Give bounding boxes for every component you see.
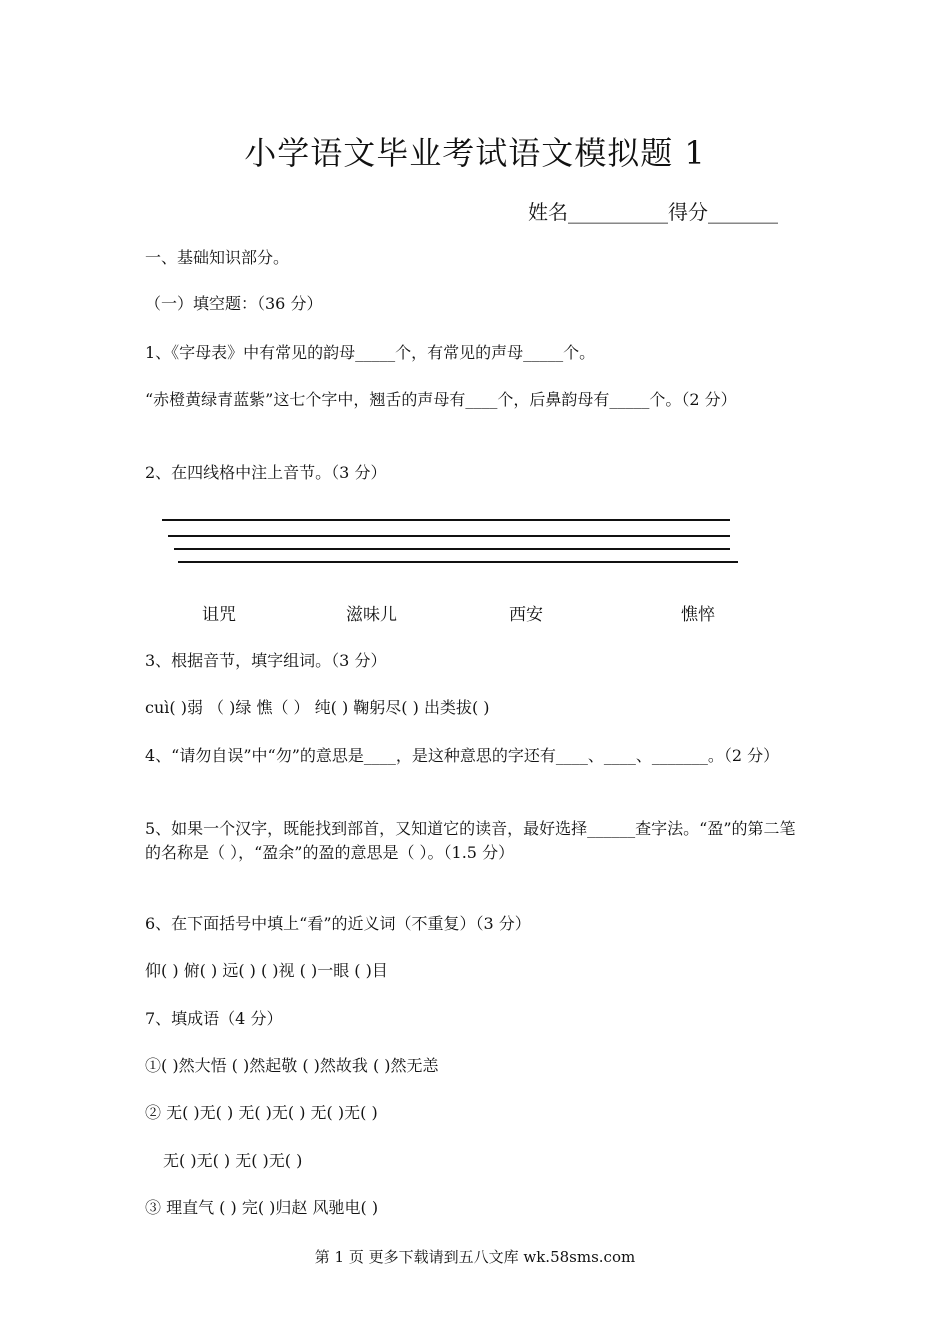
question-6-items: 仰( ) 俯( ) 远( ) ( )视 ( )一眼 ( )目 xyxy=(145,961,388,980)
page-title: 小学语文毕业考试语文模拟题 1 xyxy=(244,134,706,172)
question-1a: 1、《字母表》中有常见的韵母_____个，有常见的声母_____个。 xyxy=(145,343,596,362)
question-2: 2、在四线格中注上音节。（3 分） xyxy=(145,463,387,482)
grid-line-3 xyxy=(174,548,730,550)
question-7-part-2b: 无( )无( ) 无( )无( ) xyxy=(163,1151,303,1170)
grid-line-1 xyxy=(162,519,730,521)
question-3-items: cuì( )弱 （ )绿 憔（ ） 纯( ) 鞠躬尽( ) 出类拔( ) xyxy=(145,698,490,717)
question-1b: “赤橙黄绿青蓝紫”这七个字中，翘舌的声母有____个，后鼻韵母有_____个。（2 分） xyxy=(145,390,737,409)
pinyin-word-3: 西安 xyxy=(509,605,543,625)
name-score-line: 姓名__________得分_______ xyxy=(528,200,778,224)
page-footer: 第 1 页 更多下载请到五八文库 wk.58sms.com xyxy=(314,1248,636,1266)
subsection-heading: （一）填空题：（36 分） xyxy=(145,294,323,313)
question-4: 4、“请勿自误”中“勿”的意思是____，是这种意思的字还有____、____、_______。（2 分） xyxy=(145,746,780,765)
grid-line-4 xyxy=(178,561,738,563)
question-7-part-3: ③ 理直气 ( ) 完( )归赵 风驰电( ) xyxy=(145,1198,379,1217)
question-6: 6、在下面括号中填上“看”的近义词（不重复）（3 分） xyxy=(145,914,531,933)
question-7-part-1: ①( )然大悟 ( )然起敬 ( )然故我 ( )然无恙 xyxy=(145,1056,439,1075)
pinyin-word-4: 憔悴 xyxy=(681,605,715,625)
question-7-part-2: ② 无( )无( ) 无( )无( ) 无( )无( ) xyxy=(145,1103,378,1122)
section-heading: 一、基础知识部分。 xyxy=(145,248,290,267)
pinyin-word-1: 诅咒 xyxy=(202,605,236,625)
question-5: 5、如果一个汉字，既能找到部首，又知道它的读音，最好选择______查字法。“盈”的第二笔的名称是（ ），“盈余”的盈的意思是（ ）。（1.5 分） xyxy=(145,819,796,862)
grid-line-2 xyxy=(168,535,730,537)
pinyin-word-2: 滋味儿 xyxy=(346,605,397,625)
question-7: 7、填成语（4 分） xyxy=(145,1009,283,1028)
question-3: 3、根据音节，填字组词。（3 分） xyxy=(145,651,387,670)
